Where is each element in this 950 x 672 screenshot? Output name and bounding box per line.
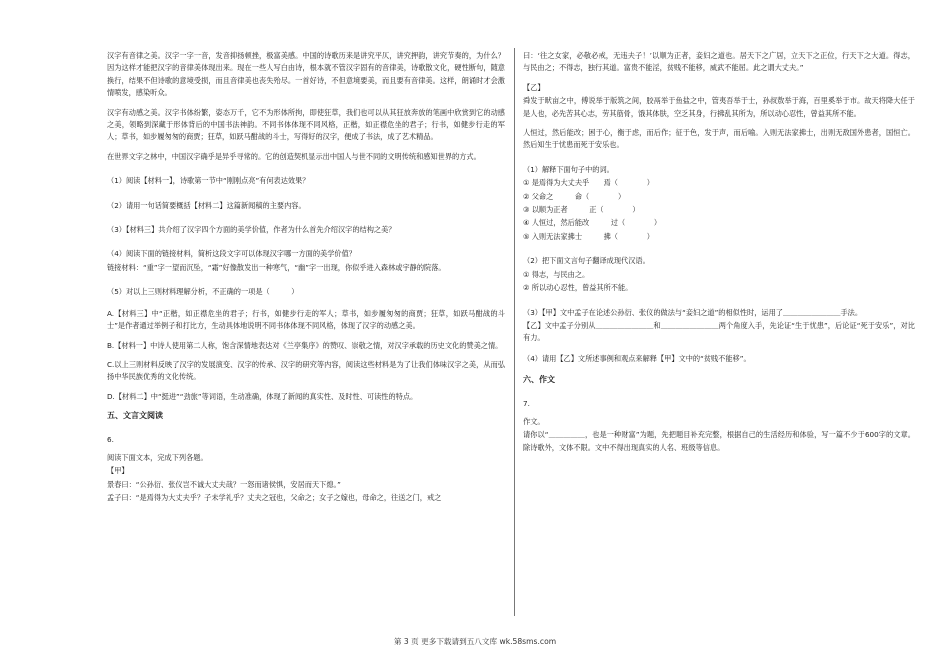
option-c: C.以上三则材料反映了汉字的发展演变、汉字的传承、汉字的研究等内容，阅读这些材料是为了让我们体味汉字之美，从而弘扬中华民族优秀的文化传统。 [107,359,505,382]
label-yi: 【乙】 [523,82,545,92]
question-number-6: 6. [107,434,114,444]
jia-continuation: 曰：‘往之女家，必敬必戒，无违夫子！’以顺为正者，妾妇之道也。居天下之广居，立天下之正位，行天下之大道。得志，与民由之；不得志，独行其道。富贵不能淫，贫贱不能移，威武不能屈。此之谓大丈夫。” [523,51,915,73]
yi-paragraph-2: 人恒过，然后能改；困于心，衡于虑，而后作；征于色，发于声，而后喻。入则无法家拂士，出则无敌国外患者，国恒亡。然后知生于忧患而死于安乐也。 [523,128,915,150]
word-item-5: ⑤ 入则无法家拂士 拂（ ） [523,231,654,241]
question-2: （2）请用一句话简要概括【材料二】这篇新闻稿的主要内容。 [107,200,306,210]
word-item-3: ③ 以顺为正者 正（ ） [523,205,640,215]
question-6-prompt: 阅读下面文本，完成下列各题。 [107,452,208,462]
paragraph-music: 汉字有音律之美。汉字一字一音，发音抑扬顿挫，极富美感。中国的诗歌历来是讲究平仄，讲究押韵，讲究节奏的，为什么？因为这样才能把汉字的音律美体现出来。现在一些人写白由诗，根本就不管汉字固有的音律美，诗歌散文化，硬性断句，随意换行，结果不但诗歌的意境受损，而且音律美也丧失殆尽。一首好诗，不但意境要美，而且要有音律美。这样，朗诵时才会激情喷发，感染听众。 [107,51,505,98]
right-column [523,50,915,461]
question-6-2: （2）把下面文言句子翻译成现代汉语。 [523,256,650,266]
question-6-3-line-1: （3）【甲】文中孟子在论述公孙衍、张仪的做法与“妾妇之道”的相似性时，运用了＿＿＿＿＿＿＿＿手法。 [523,307,863,317]
question-7-title: 作文。 [523,416,545,426]
section-heading-5: 五、文言文阅读 [107,411,163,421]
question-6-3-line-2: 【乙】文中孟子分别从＿＿＿＿＿＿＿＿和＿＿＿＿＿＿＿＿两个角度入手，先论证“生于忧患”，后论证“死于安乐”，对比有力。 [523,320,915,343]
translate-item-2: ② 所以动心忍性，曾益其所不能。 [523,283,633,293]
question-5: （5）对以上三则材料理解分析，不正确的一项是（ ） [107,287,299,297]
word-item-4: ④ 人恒过，然后能改 过（ ） [523,218,662,228]
page-footer: 第 3 页 更多下载请到五八文库 wk.58sms.com [393,637,557,646]
question-6-1: （1）解释下面句子中的词。 [523,164,614,174]
section-heading-6: 六、作文 [523,375,555,385]
column-divider [514,48,515,616]
option-b: B.【材料一】中诗人使用第二人称，饱含深情地表达对《兰亭集序》的赞叹、崇敬之情，对汉字承载的历史文化的赞美之情。 [107,340,503,350]
question-6-4: （4）请用【乙】文所述事例和观点来解释【甲】文中的“贫贱不能移”。 [523,353,751,363]
word-item-2: ② 父命之 命（ ） [523,191,626,201]
question-4: （4）阅读下面的链接材料，简析这段文字可以体现汉字哪一方面的美学价值？ [107,249,356,259]
question-4-link: 链接材料：“重”字一望而沉坠，“霜”好像散发出一种寒气，“幽”字一出现，你似乎进入森林或宇静的院落。 [107,262,446,272]
yi-paragraph-1: 舜发于畎亩之中，傅说举于版筑之间，胶鬲举于鱼盐之中，管夷吾举于士，孙叔敖举于海，百里奚举于市。故天将降大任于是人也，必先苦其心志，劳其筋骨，饿其体肤，空乏其身，行拂乱其所为，所以动心忍性，曾益其所不能。 [523,96,915,118]
paragraph-world: 在世界文字之林中，中国汉字确乎是异乎寻常的。它的创造契机显示出中国人与世不同的文明传统和感知世界的方式。 [107,151,481,161]
jia-line-1: 景春曰：“公孙衍、张仪岂不诚大丈夫哉？一怒而诸侯惧，安居而天下熄。” [107,479,341,489]
option-a: A.【材料三】中“正楷，如正襟危坐的君子；行书，如健步行走的军人；草书，如步履匆匆的商贾；狂草，如跃马酣战的斗士”是作者通过举例子和打比方，生动具体地说明不同书体体现不同风格，体现了汉字的动感之美。 [107,308,505,331]
jia-line-2: 孟子曰：“是焉得为大丈夫乎？子未学礼乎？丈夫之冠也，父命之；女子之嫁也，母命之，往送之门，戒之 [107,493,442,503]
question-3: （3）【材料三】共介绍了汉字四个方面的美学价值，作者为什么首先介绍汉字的结构之美？ [107,225,396,235]
question-1: （1）阅读【材料一】，诗歌第一节中“刚刚点亮”有何表达效果？ [107,176,310,186]
left-column [107,50,505,512]
paragraph-motion: 汉字有动感之美。汉字书体纷繁，姿态万千，它不为形体所拘，即使狂草，我们也可以从其狂放奔放的笔画中欣赏到它的动感之美，领略到深藏于形体背后的中国书法神韵。不同书体体现不同风格，正楷，如正襟危坐的君子；行书，如健步行走的军人；草书，如步履匆匆的商贾；狂草，如跃马酣战的斗士，写得好的汉字，便成了书法，成了艺术精品。 [107,107,505,142]
word-item-1: ① 是焉得为大丈夫乎 焉（ ） [523,178,654,188]
label-jia: 【甲】 [107,466,129,476]
translate-item-1: ① 得志，与民由之。 [523,269,590,279]
question-number-7: 7. [523,398,530,408]
option-d: D.【材料二】中“挺进”“劲旅”等词语，生动准确，体现了新闻的真实性、及时性、可读性的特点。 [107,391,418,401]
question-7-prompt: 请你以“＿＿＿＿＿，也是一种财富”为题，先把题目补充完整，根据自己的生活经历和体验，写一篇不少于600字的文章。除诗歌外，文体不限。文中不得出现真实的人名、班级等信息。 [523,430,915,452]
